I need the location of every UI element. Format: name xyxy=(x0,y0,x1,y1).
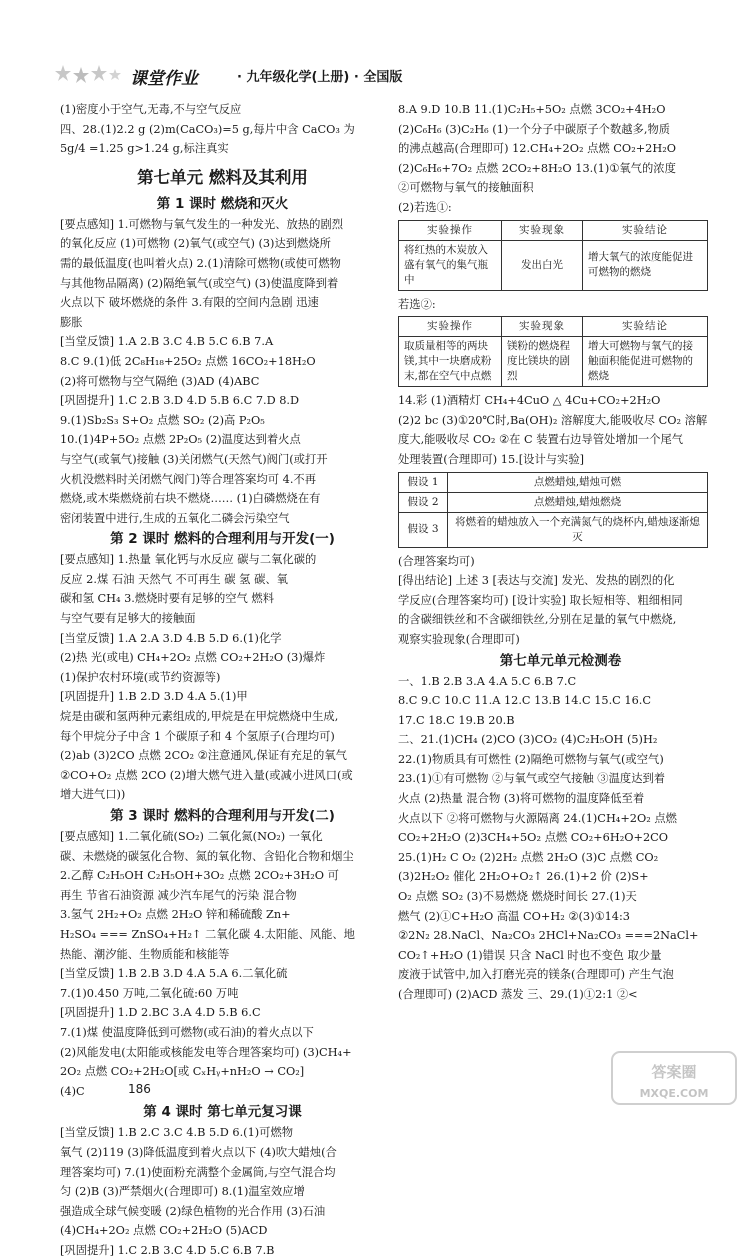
text-line: 膨胀 xyxy=(60,315,83,329)
text-line: (合理答案均可) xyxy=(398,554,475,568)
text-line: 学反应(合理答案均可) [设计实验] 取长短相等、粗细相同 xyxy=(398,593,683,607)
text-line: 度大,能吸收尽 CO₂ ②在 C 装置右边导管处增加一个尾气 xyxy=(398,433,684,447)
text-line: 10.(1)4P+5O₂ 点燃 2P₂O₅ (2)温度达到着火点 xyxy=(60,433,301,447)
text-line: (合理即可) (2)ACD 蒸发 三、29.(1)①2:1 ②< xyxy=(398,988,638,1001)
text-line: (4)CH₄+2O₂ 点燃 CO₂+2H₂O (5)ACD xyxy=(60,1224,268,1238)
book-subtitle: · 九年级化学(上册) · 全国版 xyxy=(237,70,403,85)
table-header: 实验操作 xyxy=(399,317,502,337)
text-line: (4)C xyxy=(60,1084,85,1098)
text-line: 氧气 (2)119 (3)降低温度到着火点以下 (4)吹大蜡烛(合 xyxy=(60,1145,337,1159)
text-line: CO₂↑+H₂O (1)错误 只含 NaCl 时也不变色 取少量 xyxy=(398,948,662,962)
text-line: 理答案均可) 7.(1)使面粉充满整个金属筒,与空气混合均 xyxy=(60,1165,336,1179)
table-cell: 增大氧气的浓度能促进可燃物的燃烧 xyxy=(583,240,708,290)
table-cell: 将红热的木炭放入盛有氧气的集气瓶中 xyxy=(399,240,502,290)
text-line: 的氧化反应 (1)可燃物 (2)氧气(或空气) (3)达到燃烧所 xyxy=(60,237,331,251)
text-line: (2)ab (3)2CO 点燃 2CO₂ ②注意通风,保证有充足的氧气 xyxy=(60,749,347,763)
table-header: 实验结论 xyxy=(583,220,708,240)
stars-decoration-icon xyxy=(55,62,125,86)
table-cell: 假设 2 xyxy=(399,492,448,512)
text-line: (2)将可燃物与空气隔绝 (3)AD (4)ABC xyxy=(60,374,260,388)
text-line: [当堂反馈] 1.B 2.B 3.D 4.A 5.A 6.二氧化硫 xyxy=(60,967,288,981)
text-line: 7.(1)煤 使温度降低到可燃物(或石油)的着火点以下 xyxy=(60,1025,314,1039)
table-cell: 假设 1 xyxy=(399,472,448,492)
text-line: 火点以下 ②将可燃物与火源隔离 24.(1)CH₄+2O₂ 点燃 xyxy=(398,811,677,825)
text-line: (1)保护农村环境(或节约资源等) xyxy=(60,670,221,684)
text-line: 8.C 9.C 10.C 11.A 12.C 13.B 14.C 15.C 16.C xyxy=(398,694,652,708)
text-line: 的沸点越高(合理即可) 12.CH₄+2O₂ 点燃 CO₂+2H₂O xyxy=(398,142,677,156)
text-line: 一、1.B 2.B 3.A 4.A 5.C 6.B 7.C xyxy=(398,674,577,688)
text-line: [巩固提升] 1.B 2.D 3.D 4.A 5.(1)甲 xyxy=(60,690,248,704)
lesson-title: 第 2 课时 燃料的合理利用与开发(一) xyxy=(110,531,335,548)
text-line: 23.(1)①有可燃物 ②与氧气或空气接触 ③温度达到着 xyxy=(398,772,666,786)
text-line: 强造成全球气候变暖 (2)绿色植物的光合作用 (3)石油 xyxy=(60,1204,326,1218)
text-line: 5g/4 =1.25 g>1.24 g,标注真实 xyxy=(60,142,229,156)
lesson-title: 第 4 课时 第七单元复习课 xyxy=(143,1104,302,1121)
table-header: 实验现象 xyxy=(502,317,583,337)
text-line: 25.(1)H₂ C O₂ (2)2H₂ 点燃 2H₂O (3)C 点燃 CO₂ xyxy=(398,850,659,864)
page-header xyxy=(55,60,695,90)
text-line: (2)若选①: xyxy=(398,200,452,214)
text-line: 9.(1)Sb₂S₃ S+O₂ 点燃 SO₂ (2)高 P₂O₅ xyxy=(60,413,265,427)
text-line: ②2N₂ 28.NaCl、Na₂CO₃ 2HCl+Na₂CO₃ ===2NaCl+ xyxy=(398,929,699,943)
text-line: 8.C 9.(1)低 2C₈H₁₈+25O₂ 点燃 16CO₂+18H₂O xyxy=(60,354,316,368)
brand-title: 课堂作业 xyxy=(130,69,198,89)
text-line: 碳、未燃烧的碳氢化合物、氮的氧化物、含铅化合物和烟尘 xyxy=(60,849,354,863)
text-line: [要点感知] 1.二氧化硫(SO₂) 二氧化氮(NO₂) 一氧化 xyxy=(60,830,323,843)
table-cell: 将燃着的蜡烛放入一个充满氮气的烧杯内,蜡烛逐渐熄灭 xyxy=(448,512,708,547)
text-line: (3)2H₂O₂ 催化 2H₂O+O₂↑ 26.(1)+2 价 (2)S+ xyxy=(398,870,649,884)
text-line: (2)2 bc (3)①20℃时,Ba(OH)₂ 溶解度大,能吸收尽 CO₂ 溶解 xyxy=(398,413,708,427)
text-line: 与空气(或氧气)接触 (3)关闭燃气(天然气)阀门(或打开 xyxy=(60,452,328,466)
text-line: 匀 (2)B (3)严禁烟火(合理即可) 8.(1)温室效应增 xyxy=(60,1185,305,1199)
text-line: [当堂反馈] 1.B 2.C 3.C 4.B 5.D 6.(1)可燃物 xyxy=(60,1126,294,1140)
text-line: 2.乙醇 C₂H₅OH C₂H₅OH+3O₂ 点燃 2CO₂+3H₂O 可 xyxy=(60,869,339,883)
table-header: 实验操作 xyxy=(399,220,502,240)
text-line: (2)热 光(或电) CH₄+2O₂ 点燃 CO₂+2H₂O (3)爆炸 xyxy=(60,651,326,665)
table-cell: 增大可燃物与氧气的接触面积能促进可燃物的燃烧 xyxy=(583,337,708,387)
text-line: 需的最低温度(也叫着火点) 2.(1)清除可燃物(或使可燃物 xyxy=(60,256,341,270)
text-line: 7.(1)0.450 万吨,二氧化硫:60 万吨 xyxy=(60,986,239,1000)
experiment-table-2 xyxy=(398,316,708,387)
text-line: 火机没燃料时关闭燃气阀门)等合理答案均可 4.不再 xyxy=(60,472,317,486)
page-number: 186 xyxy=(128,1082,151,1096)
text-line: [要点感知] 1.热量 氧化钙与水反应 碳与二氧化碳的 xyxy=(60,553,317,567)
unit-title: 第七单元 燃料及其利用 xyxy=(137,167,308,187)
table-cell: 发出白光 xyxy=(502,240,583,290)
text-line: CO₂+2H₂O (2)3CH₄+5O₂ 点燃 CO₂+6H₂O+2CO xyxy=(398,831,669,845)
text-line: 22.(1)物质具有可燃性 (2)隔绝可燃物与氧气(或空气) xyxy=(398,752,664,766)
text-line: 密闭装置中进行,生成的五氧化二磷会污染空气 xyxy=(60,511,290,525)
text-line: 14.彩 (1)酒精灯 CH₄+4CuO △ 4Cu+CO₂+2H₂O xyxy=(398,394,661,408)
text-line: (2)风能发电(太阳能或核能发电等合理答案均可) (3)CH₄+ xyxy=(60,1045,352,1059)
watermark-url: MXQE.COM xyxy=(639,1087,709,1100)
text-line: [巩固提升] 1.C 2.B 3.D 4.D 5.B 6.C 7.D 8.D xyxy=(60,394,300,408)
text-line: ②可燃物与氧气的接触面积 xyxy=(398,181,534,195)
text-line: [当堂反馈] 1.A 2.B 3.C 4.B 5.C 6.B 7.A xyxy=(60,335,274,349)
text-line: 反应 2.煤 石油 天然气 不可再生 碳 氢 碳、氧 xyxy=(60,572,288,586)
text-line: 处理装置(合理即可) 15.[设计与实验] xyxy=(398,452,585,466)
text-line: 二、21.(1)CH₄ (2)CO (3)CO₂ (4)C₂H₅OH (5)H₂ xyxy=(398,733,658,747)
text-line: O₂ 点燃 SO₂ (3)不易燃烧 燃烧时间长 27.(1)天 xyxy=(398,890,637,904)
hypothesis-table xyxy=(398,472,708,548)
table-cell: 点燃蜡烛,蜡烛燃烧 xyxy=(448,492,708,512)
text-line: 每个甲烷分子中含 1 个碳原子和 4 个氢原子(合理均可) xyxy=(60,729,335,743)
text-line: 若选②: xyxy=(398,297,436,311)
table-cell: 点燃蜡烛,蜡烛可燃 xyxy=(448,472,708,492)
table-cell: 镁粉的燃烧程度比镁块的剧烈 xyxy=(502,337,583,387)
text-line: [巩固提升] 1.C 2.B 3.C 4.D 5.C 6.B 7.B xyxy=(60,1243,275,1257)
text-line: 火点以下 破坏燃烧的条件 3.有限的空间内急剧 迅速 xyxy=(60,296,319,310)
text-line: 8.A 9.D 10.B 11.(1)C₂H₅+5O₂ 点燃 3CO₂+4H₂O xyxy=(398,103,666,116)
text-line: 碳和氢 CH₄ 3.燃烧时要有足够的空气 燃料 xyxy=(60,592,275,606)
text-line: 17.C 18.C 19.B 20.B xyxy=(398,713,515,727)
text-line: ②CO+O₂ 点燃 2CO (2)增大燃气进入量(或减小进风口(或 xyxy=(60,768,353,782)
table-cell: 假设 3 xyxy=(399,512,448,547)
watermark-title: 答案圈 xyxy=(651,1063,697,1081)
text-line: [当堂反馈] 1.A 2.A 3.D 4.B 5.D 6.(1)化学 xyxy=(60,631,282,645)
text-line: [得出结论] 上述 3 [表达与交流] 发光、发热的剧烈的化 xyxy=(398,574,675,588)
right-column xyxy=(398,100,723,1005)
text-line: 四、28.(1)2.2 g (2)m(CaCO₃)=5 g,每片中含 CaCO₃ 为 xyxy=(60,122,355,136)
text-line: 3.氢气 2H₂+O₂ 点燃 2H₂O 锌和稀硫酸 Zn+ xyxy=(60,908,291,922)
text-line: 火点 (2)热量 混合物 (3)将可燃物的温度降低至着 xyxy=(398,792,645,806)
test-title: 第七单元单元检测卷 xyxy=(499,652,622,669)
text-line: 热能、潮汐能、生物质能和核能等 xyxy=(60,947,230,961)
text-line: H₂SO₄ === ZnSO₄+H₂↑ 二氧化碳 4.太阳能、风能、地 xyxy=(60,927,355,941)
text-line: (2)C₆H₆+7O₂ 点燃 2CO₂+8H₂O 13.(1)①氧气的浓度 xyxy=(398,161,676,175)
table-header: 实验结论 xyxy=(583,317,708,337)
text-line: [巩固提升] 1.D 2.BC 3.A 4.D 5.B 6.C xyxy=(60,1006,261,1020)
text-line: 燃气 (2)①C+H₂O 高温 CO+H₂ ②(3)①14:3 xyxy=(398,909,630,923)
lesson-title: 第 3 课时 燃料的合理利用与开发(二) xyxy=(110,808,335,824)
text-line: 与空气要有足够大的接触面 xyxy=(60,612,196,626)
watermark-logo xyxy=(610,1050,738,1106)
text-line: 废液于试管中,加入打磨光亮的镁条(合理即可) 产生气泡 xyxy=(398,968,674,982)
lesson-title: 第 1 课时 燃烧和灭火 xyxy=(156,195,289,212)
text-line: 2O₂ 点燃 CO₂+2H₂O[或 CₓHᵧ+nH₂O → CO₂] xyxy=(60,1065,305,1079)
text-line: (1)密度小于空气,无毒,不与空气反应 xyxy=(60,103,242,116)
text-line: 的含碳细铁丝和不含碳细铁丝,分别在足量的氧气中燃烧, xyxy=(398,613,677,627)
table-cell: 取质量相等的两块镁,其中一块磨成粉末,都在空气中点燃 xyxy=(399,337,502,387)
text-line: [要点感知] 1.可燃物与氧气发生的一种发光、放热的剧烈 xyxy=(60,217,344,231)
experiment-table-1 xyxy=(398,220,708,291)
text-line: 再生 节省石油资源 减少汽车尾气的污染 混合物 xyxy=(60,888,297,902)
text-line: 与其他物品隔离) (2)隔绝氧气(或空气) (3)使温度降到着 xyxy=(60,276,339,290)
table-header: 实验现象 xyxy=(502,220,583,240)
text-line: 燃烧,或木柴燃烧前右块不燃烧…… (1)白磷燃烧在有 xyxy=(60,492,321,506)
left-column xyxy=(60,100,385,1260)
text-line: 增大进气口)) xyxy=(60,788,126,802)
text-line: 观察实验现象(合理即可) xyxy=(398,632,520,646)
text-line: (2)C₆H₆ (3)C₂H₆ (1)一个分子中碳原子个数越多,物质 xyxy=(398,122,671,136)
text-line: 烷是由碳和氢两种元素组成的,甲烷是在甲烷燃烧中生成, xyxy=(60,710,339,724)
